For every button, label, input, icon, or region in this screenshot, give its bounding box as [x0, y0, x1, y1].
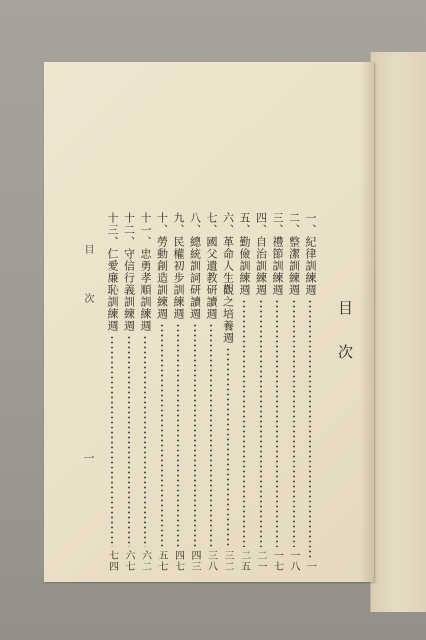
toc-entry-label: 十三、仁愛廉恥訓練週 [106, 212, 119, 332]
book-page [44, 62, 374, 582]
toc-entry-page-number: 二一 [255, 550, 266, 572]
toc-entry-page-number: 七四 [106, 550, 118, 572]
dot-leader [177, 323, 179, 547]
toc-entry-label: 十、勞動創造訓練週 [155, 212, 169, 320]
toc-entry-page-number: 三八 [205, 550, 217, 572]
toc-entry [236, 212, 252, 572]
toc-entry-page-number: 六七 [123, 550, 134, 572]
toc-entry-page-number: 六二 [139, 550, 151, 572]
toc-entry-page-number: 四三 [189, 550, 200, 572]
toc-entry [104, 212, 120, 572]
page-folio: 一 [82, 452, 95, 463]
toc-entry [203, 212, 219, 572]
toc-entry-page-number: 一七 [271, 550, 283, 572]
toc-entry-label: 十一、忠勇孝順訓練週 [139, 212, 152, 332]
toc-entry [137, 212, 153, 572]
dot-leader [194, 323, 196, 547]
dot-leader [144, 335, 146, 547]
toc-entry-label: 十二、守信行義訓練週 [122, 212, 136, 332]
toc-title: 目 次 [336, 300, 354, 371]
toc-entry-page-number: 三二 [222, 550, 233, 572]
toc-entry-label: 五、勤儉訓練週 [238, 212, 251, 296]
toc-entry-page-number: 四七 [172, 550, 184, 572]
dot-leader [227, 347, 229, 547]
toc-entry-label: 一、紀律訓練週 [304, 212, 317, 296]
dot-leader [161, 323, 163, 547]
dot-leader [243, 299, 245, 547]
toc-entry [121, 212, 137, 572]
dot-leader [128, 335, 130, 547]
toc-entry-label: 四、自治訓練週 [254, 212, 268, 296]
toc-entry-page-number: 五七 [156, 550, 167, 572]
toc-entry [170, 212, 186, 572]
toc-entry-label: 九、民權初步訓練週 [172, 212, 185, 320]
toc-entry-label: 六、革命人生觀之培養週 [221, 212, 235, 344]
toc-entry-page-number: 一 [304, 561, 316, 572]
toc-entry-page-number: 一八 [288, 550, 299, 572]
dot-leader [210, 323, 212, 547]
dot-leader [309, 299, 311, 558]
toc-entry-page-number: 二五 [238, 550, 250, 572]
toc-entry [253, 212, 269, 572]
dot-leader [260, 299, 262, 547]
toc-entry-label: 三、禮節訓練週 [271, 212, 284, 296]
dot-leader [276, 299, 278, 547]
toc-entry [269, 212, 285, 572]
toc-entry-label: 二、整潔訓練週 [287, 212, 301, 296]
toc-entry-label: 八、總統訓詞研讀週 [188, 212, 202, 320]
running-header: 目 次 [82, 244, 93, 322]
dot-leader [293, 299, 295, 547]
toc-entry [302, 212, 318, 572]
toc-entry-label: 七、國父遺教研讀週 [205, 212, 218, 320]
spine-shadow [360, 62, 374, 582]
toc-entry [187, 212, 203, 572]
toc-entry [220, 212, 236, 572]
toc-entry [154, 212, 170, 572]
toc-entry [286, 212, 302, 572]
adjacent-page-edge [370, 52, 426, 612]
dot-leader [111, 335, 113, 547]
